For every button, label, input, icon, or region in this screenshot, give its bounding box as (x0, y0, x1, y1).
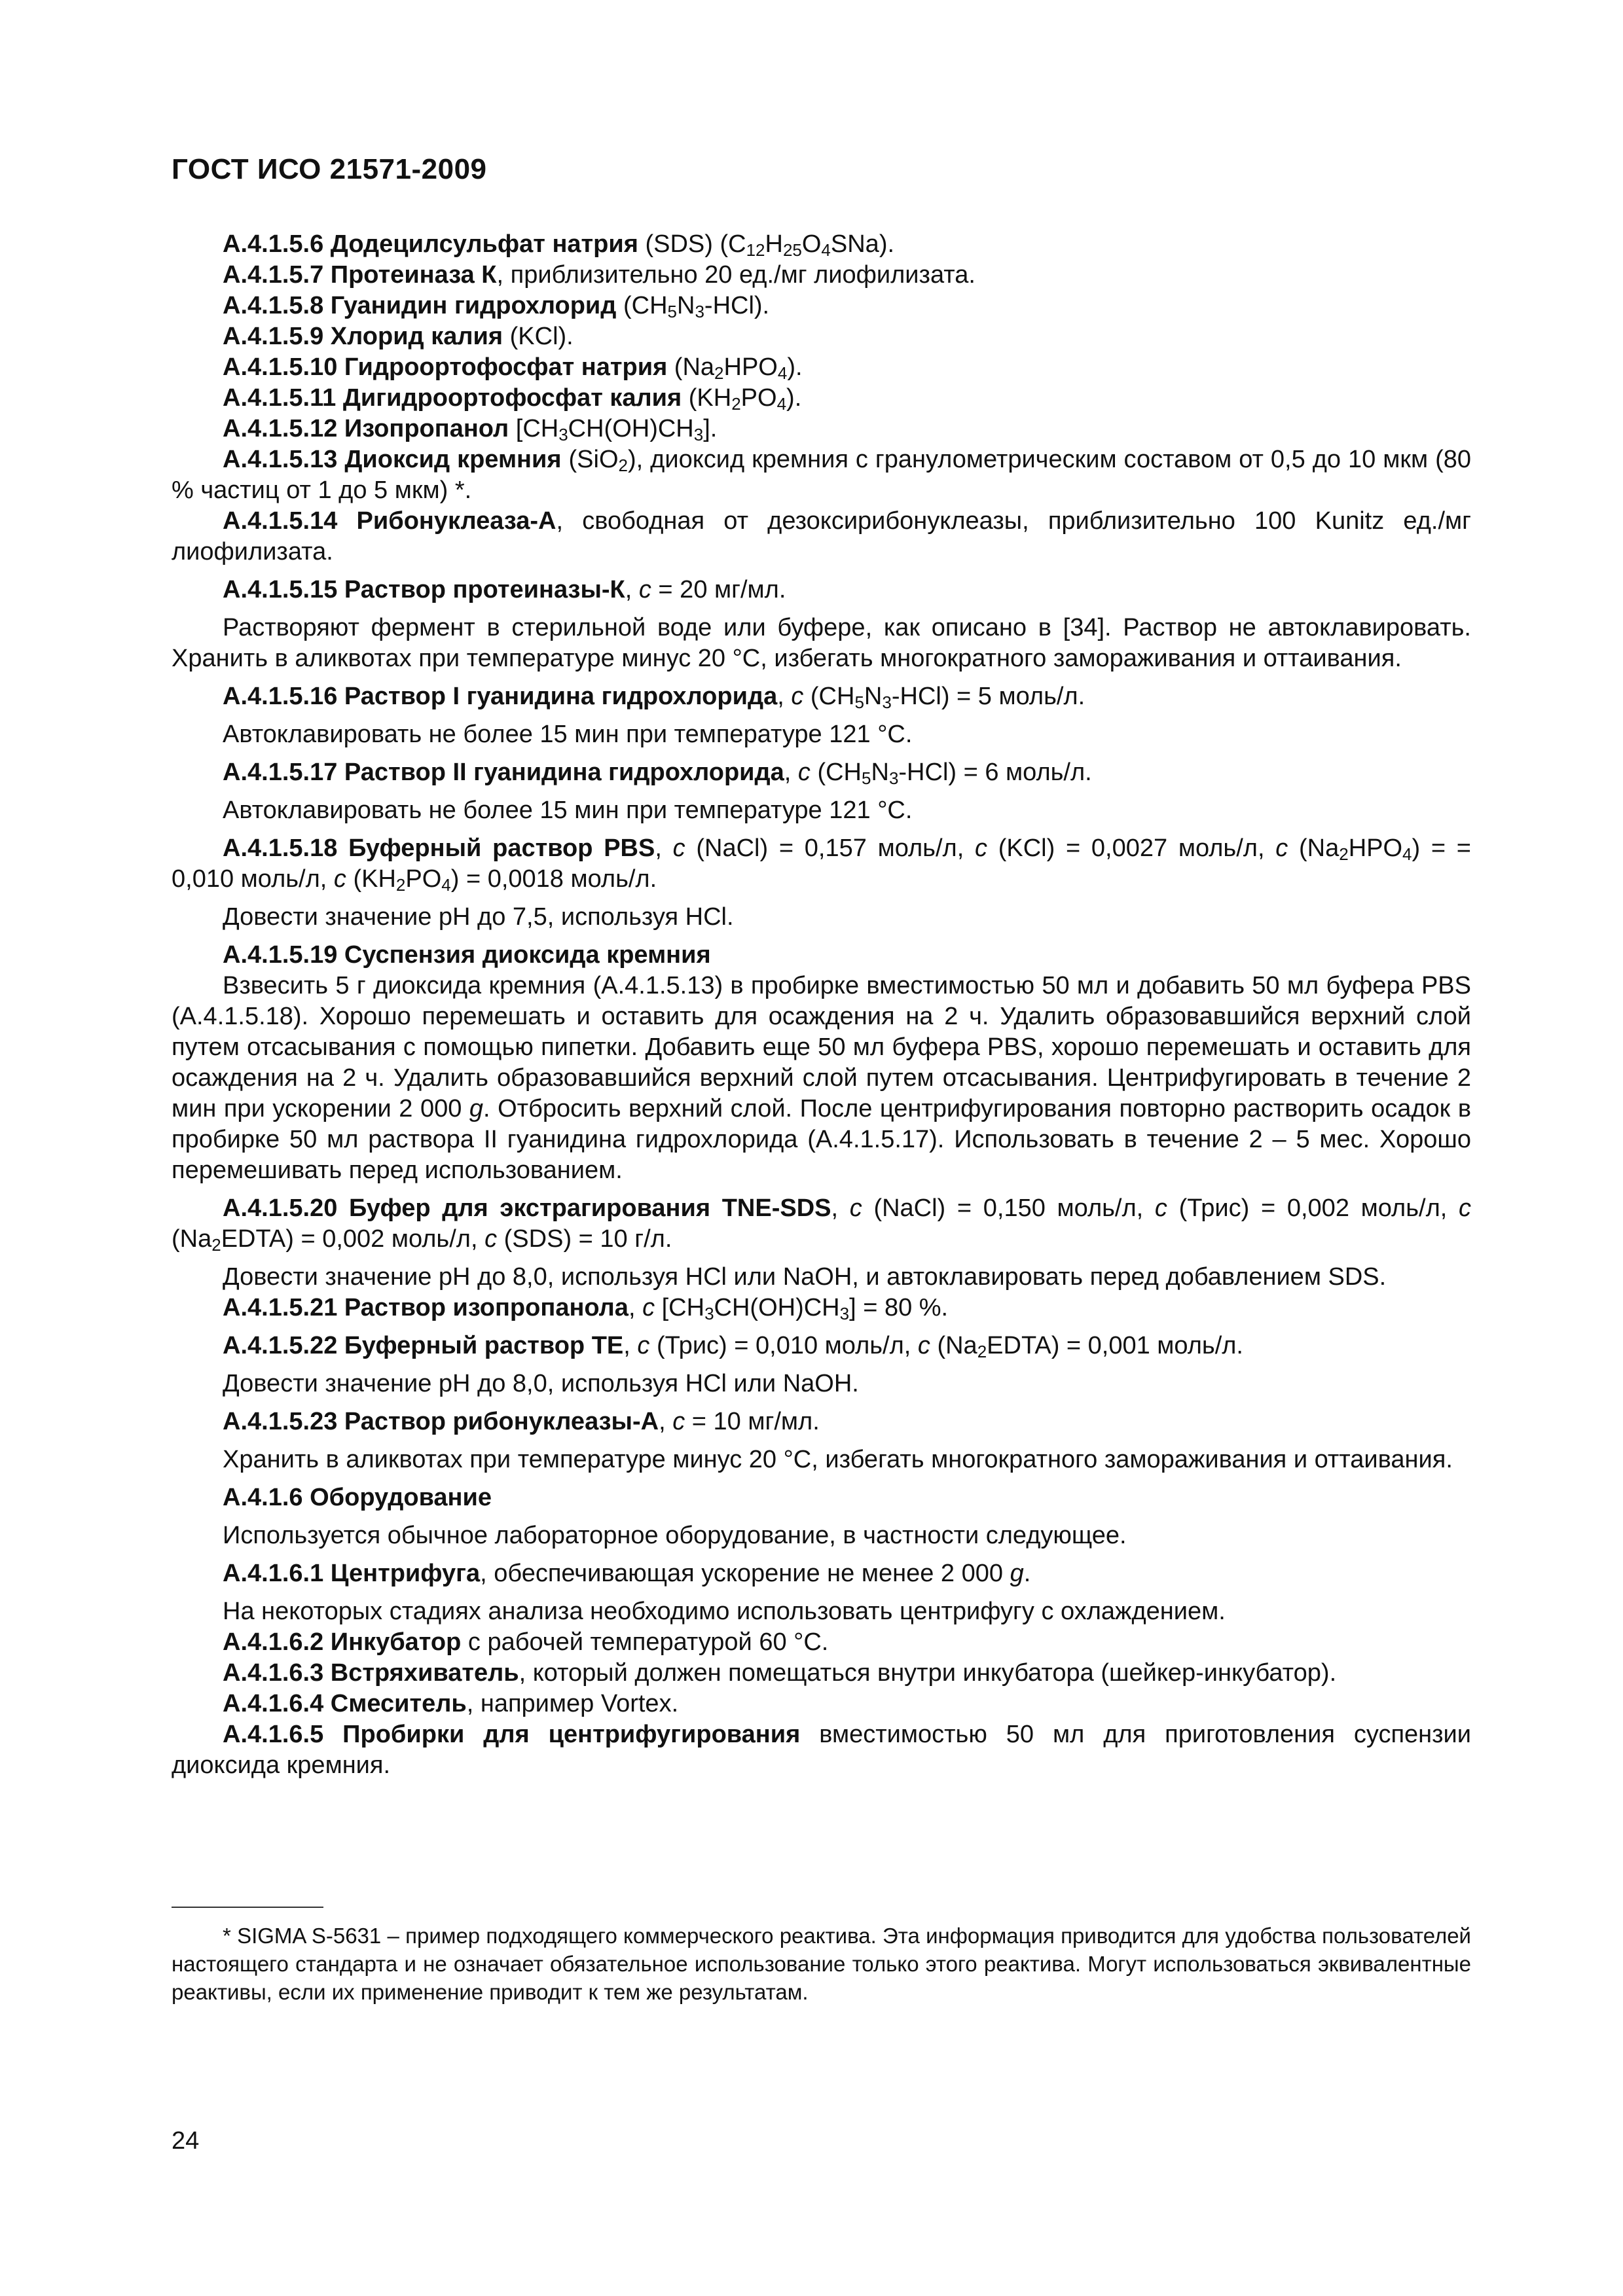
item-number: А.4.1.5.23 (223, 1408, 338, 1435)
paragraph: А.4.1.5.11 Дигидроортофосфат калия $(KH_2PO_4)$. (223, 384, 802, 414)
item-number: А.4.1.5.6 (223, 230, 324, 258)
item-number: А.4.1.6.4 (223, 1690, 324, 1717)
paragraph: А.4.1.5.13 Диоксид кремния (SiO$_2$), диоксид кремния с гранулометрическим составом от 0,5 до 10 мкм (80 % частиц от 1 до 5 мкм) *. (172, 446, 1472, 504)
paragraph: А.4.1.5.15 Раствор протеиназы-К, c = 20 мг/мл. (223, 576, 786, 603)
item-number: А.4.1.5.19 (223, 941, 338, 969)
item-number: А.4.1.5.12 (223, 415, 338, 442)
item-number: А.4.1.5.17 (223, 759, 338, 786)
paragraph: А.4.1.5.23 Раствор рибонуклеазы-А, c = 10 мг/мл. (223, 1408, 820, 1435)
paragraph: Довести значение pH до 7,5, используя HCl. (223, 903, 734, 931)
paragraph: А.4.1.6.3 Встряхиватель, который должен помещаться внутри инкубатора (шейкер-инкубатор). (223, 1659, 1337, 1687)
item-name: Диоксид кремния (344, 446, 562, 473)
paragraph: А.4.1.5.14 Рибонуклеаза-А, свободная от дезоксирибонуклеазы, приблизительно 100 Kunitz ед./мг лиофилизата. (172, 507, 1472, 565)
paragraph: А.4.1.5.10 Гидроортофосфат натрия $(Na_2HPO_4)$. (223, 353, 803, 383)
item-name: Раствор рибонуклеазы-А (344, 1408, 659, 1435)
item-number: А.4.1.5.10 (223, 353, 338, 381)
item-name: Инкубатор (330, 1628, 462, 1656)
item-number: А.4.1.5.16 (223, 683, 338, 710)
item-name: Изопропанол (344, 415, 509, 442)
paragraph: Автоклавировать не более 15 мин при температуре 121 °С. (223, 797, 913, 824)
item-name: Раствор протеиназы-К (344, 576, 625, 603)
item-name: Суспензия диоксида кремния (344, 941, 711, 969)
item-name: Центрифуга (330, 1560, 481, 1587)
paragraph: Взвесить 5 г диоксида кремния (А.4.1.5.13) в пробирке вместимостью 50 мл и добавить 50 мл буфера PBS (А.4.1.5.18). Хорошо перемешать и оставить для осаждения на 2 ч. Удалить образовавшийся верхний слой путем отсасывания с помощью пипетки. Добавить еще 50 мл буфера PBS, хорошо перемешать и оставить для осаждения на 2 ч. Удалить образовавшийся верхний слой путем отсасывания. Центрифугировать в течение 2 мин при ускорении 2 000 g. Отбросить верхний слой. После центрифугирования повторно растворить осадок в пробирке 50 мл раствора II гуанидина гидрохлорида (А.4.1.5.17). Использовать в течение 2 – 5 мес. Хорошо перемешивать перед использованием. (172, 972, 1472, 1184)
section-heading (172, 1482, 1471, 1513)
item-number: А.4.1.6 (223, 1484, 303, 1511)
paragraph: А.4.1.6.4 Смеситель, например Vortex. (223, 1690, 679, 1717)
item-number: А.4.1.5.20 (223, 1194, 338, 1222)
footnote: * SIGMA S-5631 – пример подходящего коммерческого реактива. Эта информация приводится для удобства пользователей настоящего стандарта и не означает обязательное использование только этого реактива. Могут использоваться эквивалентные реактивы, если их применение приводит к тем же результатам. (172, 1924, 1471, 2004)
paragraph: Автоклавировать не более 15 мин при температуре 121 °С. (223, 721, 913, 748)
paragraph: А.4.1.5.20 Буфер для экстрагирования TNE-SDS, c (NaCl) = 0,150 моль/л, c (Трис) = 0,002 моль/л, c $(Na_2EDTA) = 0,002$ моль/л, c (SDS) = 10 г/л. (172, 1194, 1471, 1255)
item-name: Буферный раствор TE (344, 1332, 624, 1359)
paragraph: Растворяют фермент в стерильной воде или буфере, как описано в [34]. Раствор не автоклавировать. Хранить в аликвотах при температуре минус 20 °С, избегать многократного замораживания и оттаивания. (172, 614, 1471, 672)
item-name: Раствор изопропанола (344, 1294, 629, 1321)
item-number: А.4.1.6.1 (223, 1560, 324, 1587)
item-name: Раствор I гуанидина гидрохлорида (344, 683, 778, 710)
item-number: А.4.1.5.11 (223, 384, 337, 412)
paragraph: А.4.1.5.7 Протеиназа К, приблизительно 20 ед./мг лиофилизата. (223, 261, 976, 289)
footnote-divider (172, 1907, 323, 1908)
document-header: ГОСТ ИСО 21571-2009 (172, 153, 487, 185)
paragraph: А.4.1.5.8 Гуанидин гидрохлорид $(CH_5N_3-HCl)$. (223, 292, 770, 321)
item-name: Буфер для экстрагирования TNE-SDS (349, 1194, 831, 1222)
item-number: А.4.1.5.8 (223, 292, 324, 319)
item-number: А.4.1.5.15 (223, 576, 338, 603)
item-number: А.4.1.5.13 (223, 446, 338, 473)
item-name: Смеситель (330, 1690, 467, 1717)
paragraph: А.4.1.5.9 Хлорид калия (KCl). (223, 323, 574, 350)
item-name: Раствор II гуанидина гидрохлорида (344, 759, 784, 786)
paragraph: На некоторых стадиях анализа необходимо использовать центрифугу с охлаждением. (223, 1598, 1226, 1625)
item-name: Оборудование (310, 1484, 492, 1511)
paragraph: Хранить в аликвотах при температуре минус 20 °С, избегать многократного замораживания и оттаивания. (223, 1446, 1453, 1473)
item-number: А.4.1.5.14 (223, 507, 338, 535)
item-number: А.4.1.5.7 (223, 261, 324, 289)
paragraph: А.4.1.5.22 Буферный раствор TE, c (Трис) = 0,010 моль/л, c $(Na_2EDTA) = 0,001$ моль/л. (223, 1332, 1243, 1361)
paragraph: А.4.1.5.18 Буферный раствор PBS, c (NaCl) = 0,157 моль/л, c (KCl) = 0,0027 моль/л, c $(Na_2HPO_4)$ = = 0,010 моль/л, c $(KH_2PO_4) = 0,0018$ моль/л. (172, 834, 1471, 895)
item-name: Буферный раствор PBS (348, 834, 655, 862)
item-name: Додецилсульфат натрия (330, 230, 638, 258)
paragraph: А.4.1.5.16 Раствор I гуанидина гидрохлорида, c $(CH_5N_3-HCl) = 5$ моль/л. (223, 683, 1085, 712)
item-name: Дигидроортофосфат калия (342, 384, 682, 412)
paragraph: Довести значение pH до 8,0, используя HCl или NaOH, и автоклавировать перед добавлением SDS. (223, 1263, 1387, 1291)
item-name: Рибонуклеаза-А (356, 507, 556, 535)
item-name: Гидроортофосфат натрия (344, 353, 668, 381)
paragraph: Используется обычное лабораторное оборудование, в частности следующее. (223, 1522, 1127, 1549)
paragraph: А.4.1.5.21 Раствор изопропанола, c $[CH_3CH(OH)CH_3] = 80$ %. (223, 1294, 949, 1323)
item-number: А.4.1.6.3 (223, 1659, 324, 1687)
item-name: Пробирки для центрифугирования (342, 1721, 801, 1748)
paragraph: А.4.1.6.2 Инкубатор с рабочей температурой 60 °С. (223, 1628, 829, 1656)
item-name: Встряхиватель (330, 1659, 519, 1687)
paragraph: А.4.1.5.12 Изопропанол $[CH_3CH(OH)CH_3]$. (223, 415, 718, 444)
item-number: А.4.1.5.21 (223, 1294, 338, 1321)
item-name: Хлорид калия (330, 323, 503, 350)
item-name: Протеиназа К (330, 261, 497, 289)
page-number: 24 (172, 2127, 200, 2155)
paragraph: Довести значение pH до 8,0, используя HCl или NaOH. (223, 1370, 859, 1397)
paragraph (172, 940, 1471, 971)
paragraph: А.4.1.6.1 Центрифуга, обеспечивающая ускорение не менее 2 000 g. (223, 1560, 1031, 1587)
item-number: А.4.1.5.18 (223, 834, 338, 862)
paragraph: А.4.1.5.17 Раствор II гуанидина гидрохлорида, c $(CH_5N_3-HCl) = 6$ моль/л. (223, 759, 1092, 788)
item-number: А.4.1.5.22 (223, 1332, 338, 1359)
document-body (172, 229, 1471, 1781)
paragraph: А.4.1.6.5 Пробирки для центрифугирования вместимостью 50 мл для приготовления суспензии диоксида кремния. (172, 1721, 1472, 1779)
item-name: Гуанидин гидрохлорид (330, 292, 617, 319)
paragraph: А.4.1.5.6 Додецилсульфат натрия (SDS) $(C_{12}H_{25}O_4SNa)$. (223, 230, 895, 260)
item-number: А.4.1.6.5 (223, 1721, 324, 1748)
item-number: А.4.1.5.9 (223, 323, 324, 350)
item-number: А.4.1.6.2 (223, 1628, 324, 1656)
